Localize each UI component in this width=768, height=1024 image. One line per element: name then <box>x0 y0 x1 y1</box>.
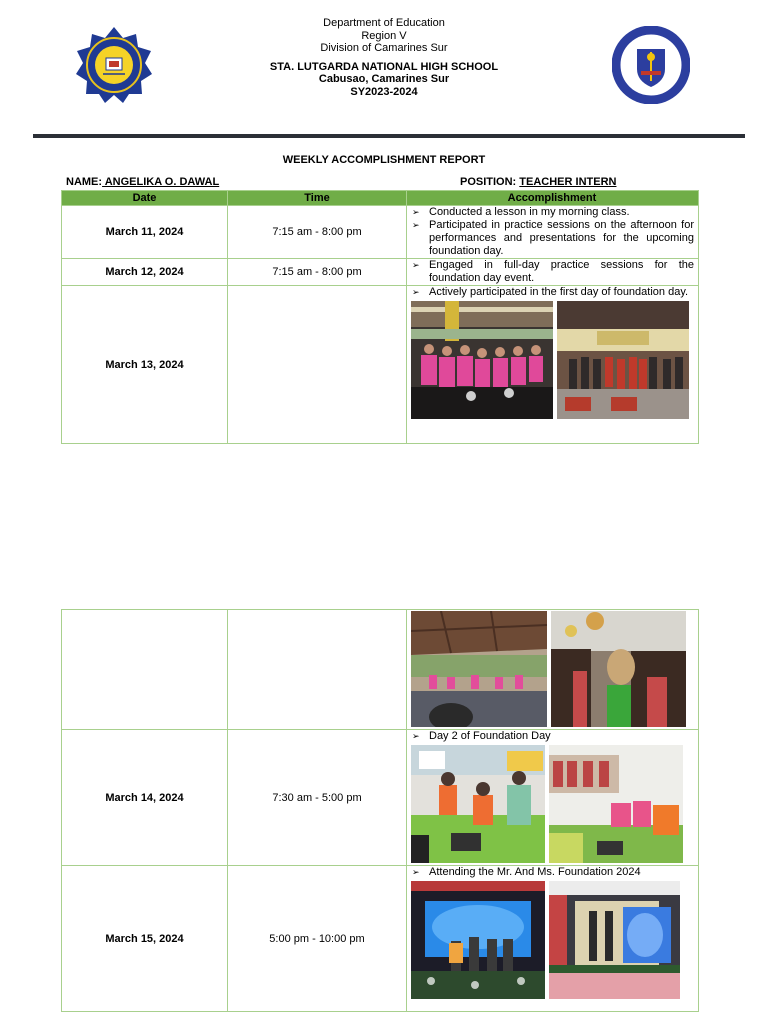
header-time: Time <box>228 191 407 206</box>
position-label: POSITION: <box>460 176 517 188</box>
school-address: Cabusao, Camarines Sur <box>318 73 450 86</box>
division-line: Division of Camarines Sur <box>320 42 448 55</box>
row-time: 5:00 pm - 10:00 pm <box>228 866 407 1012</box>
header-text <box>234 17 534 99</box>
photo-pageant-stage <box>411 881 545 999</box>
photo-stage-backdrop <box>549 881 680 999</box>
row-date: March 14, 2024 <box>62 730 228 866</box>
accomplishment-item: ➢ Attending the Mr. And Ms. Foundation 2024 <box>410 866 694 879</box>
table-row <box>62 610 699 730</box>
row-accomplishment <box>407 730 699 866</box>
row-accomplishment <box>407 866 699 1012</box>
table-header-row <box>62 191 699 206</box>
row-accomplishment <box>407 286 699 444</box>
name-value: ANGELIKA O. DAWAL <box>102 176 220 188</box>
name-field <box>66 176 219 188</box>
accomplishment-item: ➢ Engaged in full-day practice sessions for the foundation day event. <box>410 259 694 285</box>
row-time <box>228 286 407 444</box>
row-time: 7:15 am - 8:00 pm <box>228 206 407 259</box>
photo-pink-shirts <box>411 301 553 419</box>
row-time: 7:15 am - 8:00 pm <box>228 259 407 286</box>
table-row <box>62 730 699 866</box>
table-row <box>62 206 699 259</box>
accomplishment-item: ➢ Actively participated in the first day of foundation day. <box>410 286 694 299</box>
accomplishment-item: ➢ Day 2 of Foundation Day <box>410 730 694 743</box>
accomplishment-item: ➢ Conducted a lesson in my morning class. <box>410 206 694 219</box>
row-time: 7:30 am - 5:00 pm <box>228 730 407 866</box>
position-field <box>460 176 616 188</box>
row-date: March 11, 2024 <box>62 206 228 259</box>
row-date: March 12, 2024 <box>62 259 228 286</box>
photo-students-table <box>549 745 683 863</box>
document-header <box>0 0 768 140</box>
photo-covered-court <box>411 611 547 727</box>
deped-seal-logo <box>612 26 690 104</box>
row-accomplishment <box>407 206 699 259</box>
row-accomplishment <box>407 259 699 286</box>
row-accomplishment <box>407 610 699 730</box>
table-row <box>62 259 699 286</box>
row-date <box>62 610 228 730</box>
school-year: SY2023-2024 <box>350 85 418 98</box>
photo-group-stage <box>557 301 689 419</box>
table-row <box>62 866 699 1012</box>
report-title: WEEKLY ACCOMPLISHMENT REPORT <box>282 154 486 166</box>
department-line: Department of Education <box>323 17 445 29</box>
accomplishment-table-continued <box>61 609 699 1012</box>
row-date: March 15, 2024 <box>62 866 228 1012</box>
photo-classroom-activity <box>411 745 545 863</box>
school-seal-logo <box>76 27 152 103</box>
photo-performers <box>551 611 686 727</box>
header-accomplishment: Accomplishment <box>407 191 699 206</box>
region-line: Region V <box>361 29 407 42</box>
accomplishment-table <box>61 190 699 444</box>
row-date: March 13, 2024 <box>62 286 228 444</box>
position-value: TEACHER INTERN <box>519 176 617 188</box>
accomplishment-item: ➢ Participated in practice sessions on the afternoon for performances and presentations for the upcoming foundation day. <box>410 219 694 258</box>
header-date: Date <box>62 191 228 206</box>
table-row <box>62 286 699 444</box>
header-divider <box>33 134 745 138</box>
school-name: STA. LUTGARDA NATIONAL HIGH SCHOOL <box>269 60 499 73</box>
row-time <box>228 610 407 730</box>
name-label: NAME: <box>66 176 103 188</box>
